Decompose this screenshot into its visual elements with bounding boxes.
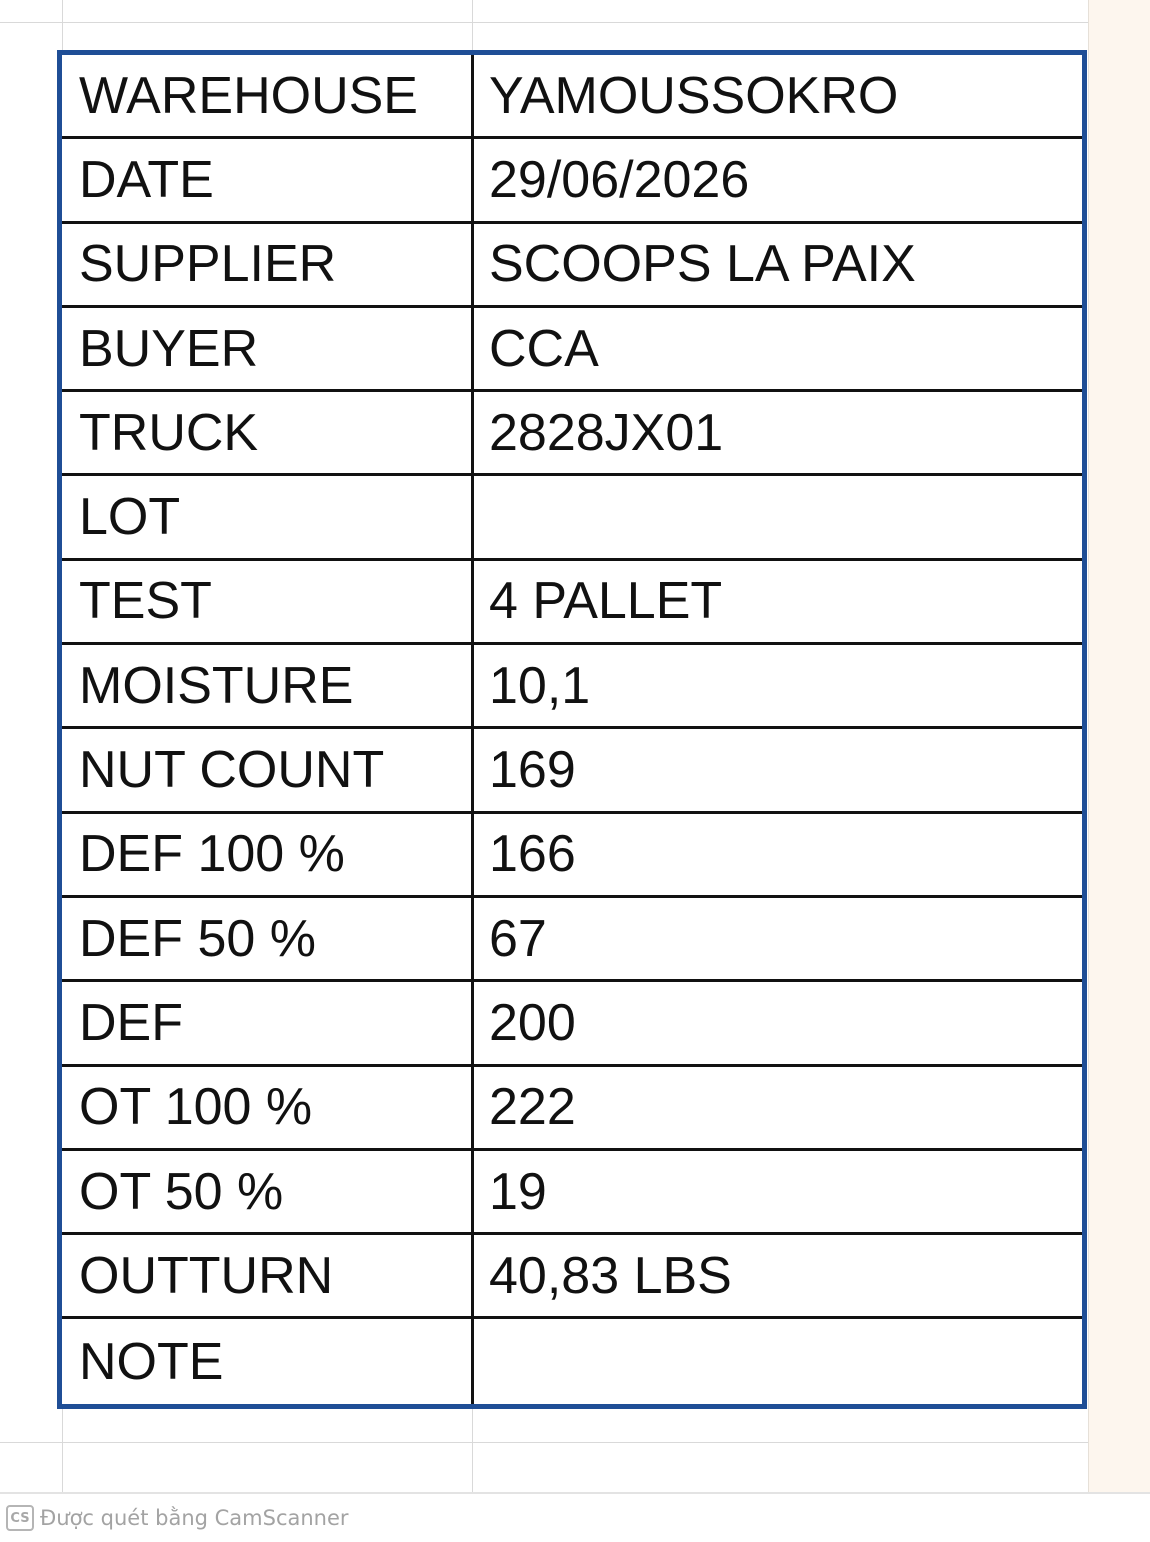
table-row bbox=[62, 729, 1082, 813]
camscanner-watermark bbox=[6, 1503, 349, 1533]
table-row bbox=[62, 814, 1082, 898]
row-label[interactable]: OT 50 % bbox=[62, 1151, 474, 1232]
row-value[interactable]: CCA bbox=[489, 319, 599, 378]
row-label[interactable]: MOISTURE bbox=[62, 645, 474, 726]
table-row bbox=[62, 898, 1082, 982]
table-row bbox=[62, 982, 1082, 1066]
row-value[interactable]: 222 bbox=[489, 1078, 576, 1137]
row-value[interactable]: SCOOPS LA PAIX bbox=[489, 235, 916, 294]
row-value[interactable]: 2828JX01 bbox=[489, 403, 724, 462]
row-value[interactable]: 40,83 LBS bbox=[489, 1246, 732, 1305]
row-label[interactable]: OUTTURN bbox=[62, 1235, 474, 1316]
row-label[interactable]: OT 100 % bbox=[62, 1067, 474, 1148]
grid-line bbox=[0, 22, 1088, 23]
row-value[interactable]: 10,1 bbox=[489, 656, 591, 715]
watermark-text: Được quét bằng CamScanner bbox=[40, 1506, 349, 1530]
inspection-table bbox=[57, 50, 1087, 1409]
table-row bbox=[62, 308, 1082, 392]
table-row bbox=[62, 645, 1082, 729]
table-row bbox=[62, 476, 1082, 560]
table-row bbox=[62, 392, 1082, 476]
row-label[interactable]: NOTE bbox=[62, 1319, 474, 1403]
grid-line bbox=[0, 1442, 1088, 1443]
row-value[interactable]: 4 PALLET bbox=[489, 572, 723, 631]
table-row bbox=[62, 1067, 1082, 1151]
row-label[interactable]: TRUCK bbox=[62, 392, 474, 473]
table-row bbox=[62, 224, 1082, 308]
row-label[interactable]: DEF 100 % bbox=[62, 814, 474, 895]
row-label[interactable]: DEF 50 % bbox=[62, 898, 474, 979]
page-edge-bottom bbox=[0, 1492, 1150, 1494]
row-label[interactable]: NUT COUNT bbox=[62, 729, 474, 810]
row-label[interactable]: DATE bbox=[62, 139, 474, 220]
table-row bbox=[62, 55, 1082, 139]
table-row bbox=[62, 1319, 1082, 1403]
camscanner-logo-icon: CS bbox=[6, 1505, 34, 1531]
row-label[interactable]: SUPPLIER bbox=[62, 224, 474, 305]
row-value[interactable]: 29/06/2026 bbox=[489, 150, 750, 209]
row-value[interactable]: 200 bbox=[489, 993, 576, 1052]
row-value[interactable] bbox=[474, 1319, 1082, 1403]
row-value[interactable] bbox=[474, 476, 1082, 557]
row-label[interactable]: TEST bbox=[62, 561, 474, 642]
row-label[interactable]: DEF bbox=[62, 982, 474, 1063]
row-value[interactable]: 166 bbox=[489, 825, 576, 884]
row-label[interactable]: WAREHOUSE bbox=[62, 55, 474, 136]
row-value[interactable]: YAMOUSSOKRO bbox=[489, 66, 899, 125]
row-value[interactable]: 19 bbox=[489, 1162, 547, 1221]
page-edge bbox=[1088, 0, 1150, 1492]
row-label[interactable]: BUYER bbox=[62, 308, 474, 389]
row-label[interactable]: LOT bbox=[62, 476, 474, 557]
row-value[interactable]: 169 bbox=[489, 741, 576, 800]
table-row bbox=[62, 1235, 1082, 1319]
row-value[interactable]: 67 bbox=[489, 909, 547, 968]
table-row bbox=[62, 139, 1082, 223]
table-row bbox=[62, 561, 1082, 645]
table-row bbox=[62, 1151, 1082, 1235]
